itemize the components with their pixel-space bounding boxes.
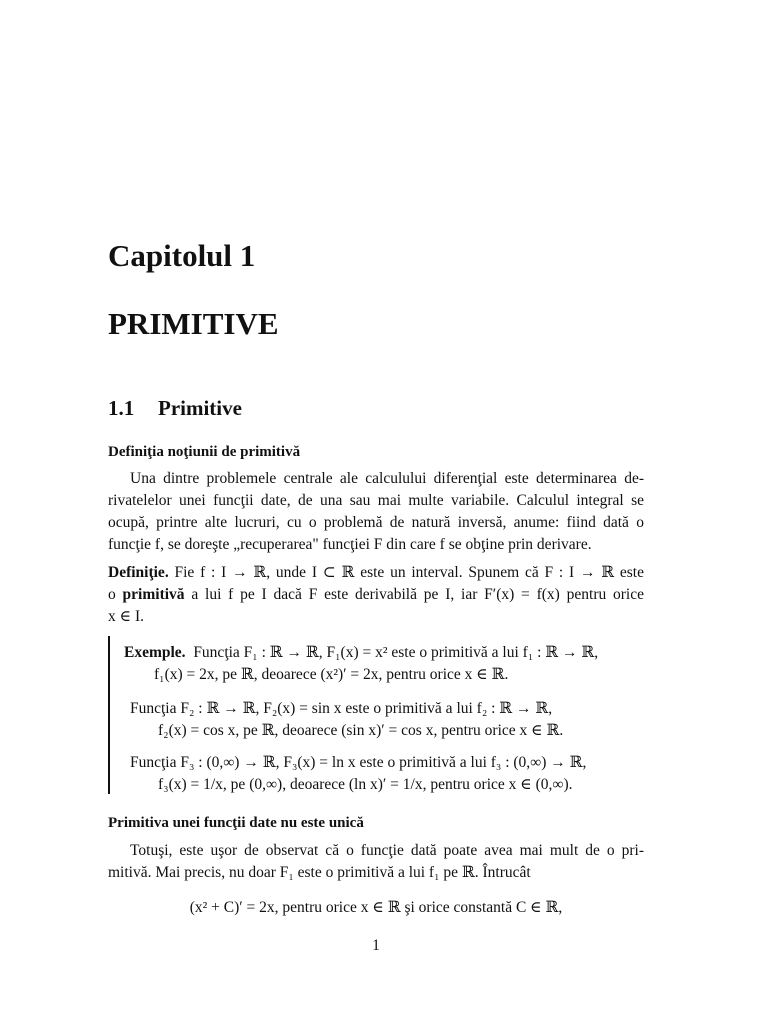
definition-label: Definiţie. (108, 564, 169, 581)
intro-line-4: funcţie f, se doreşte „recuperarea" funcţiei F din care f se obţine prin derivare. (108, 536, 592, 553)
example-2-line-1: Funcţia F₂ : ℝ → ℝ, F₂(x) = sin x este o primitivă a lui f₂ : ℝ → ℝ, (130, 700, 553, 717)
subheading-uniqueness: Primitiva unei funcţii date nu este unică (108, 815, 364, 831)
example-2 (130, 698, 563, 742)
example-3-line-2: f₃(x) = 1/x, pe (0,∞), deoarece (ln x)′ = 1/x, pentru orice x ∈ (0,∞). (158, 776, 573, 793)
section-title: Primitive (158, 396, 242, 420)
definition-text-1: Fie f : I → ℝ, unde I ⊂ ℝ este un interval. Spunem că F : I → ℝ este (174, 564, 644, 581)
example-1-text-1: Funcţia F₁ : ℝ → ℝ, F₁(x) = x² este o primitivă a lui f₁ : ℝ → ℝ, (193, 644, 599, 661)
example-3-line-1: Funcţia F₃ : (0,∞) → ℝ, F₃(x) = ln x este o primitivă a lui f₃ : (0,∞) → ℝ, (130, 754, 587, 771)
closing-line-2: mitivă. Mai precis, nu doar F₁ este o primitivă a lui f₁ pe ℝ. Întrucât (108, 864, 531, 881)
chapter-title: PRIMITIVE (108, 306, 279, 341)
definition-text-2b: a lui f pe I dacă F este derivabilă pe I, iar F′(x) = f(x) pentru orice (184, 586, 645, 603)
intro-line-1: Una dintre problemele centrale ale calculului diferenţial este determinarea de- (130, 470, 644, 487)
closing-paragraph (108, 840, 644, 884)
chapter-heading: Capitolul 1 (108, 238, 256, 273)
example-1-line-2: f₁(x) = 2x, pe ℝ, deoarece (x²)′ = 2x, pentru orice x ∈ ℝ. (154, 666, 509, 683)
display-equation: (x² + C)′ = 2x, pentru orice x ∈ ℝ şi orice constantă C ∈ ℝ, (189, 899, 563, 916)
definition-text-2a: o (108, 586, 123, 603)
closing-line-1: Totuşi, este uşor de observat că o funcţie dată poate avea mai mult de o pri- (130, 842, 644, 859)
intro-line-2: rivatelelor unei funcţii date, de una sau mai multe variabile. Calculul integral se (108, 492, 644, 509)
examples-box (108, 636, 640, 794)
definition-line-3: x ∈ I. (108, 608, 145, 625)
section-heading (108, 396, 242, 421)
definition-line-2 (108, 584, 644, 606)
definition-line-1 (108, 562, 644, 584)
section-number: 1.1 (108, 396, 135, 420)
example-1-line-1 (124, 642, 598, 664)
intro-paragraph (108, 468, 644, 556)
examples-label: Exemple. (124, 644, 186, 661)
example-3 (130, 752, 586, 796)
definition-bold-word: primitivă (122, 586, 185, 603)
page-number: 1 (372, 937, 380, 954)
subheading-definition: Definiţia noţiunii de primitivă (108, 444, 301, 460)
definition-paragraph (108, 562, 644, 628)
intro-line-3: ocupă, printre alte lucruri, cu o problemă de natură inversă, anume: fiind dată o (108, 514, 644, 531)
example-2-line-2: f₂(x) = cos x, pe ℝ, deoarece (sin x)′ = cos x, pentru orice x ∈ ℝ. (158, 722, 564, 739)
example-1 (124, 642, 598, 686)
